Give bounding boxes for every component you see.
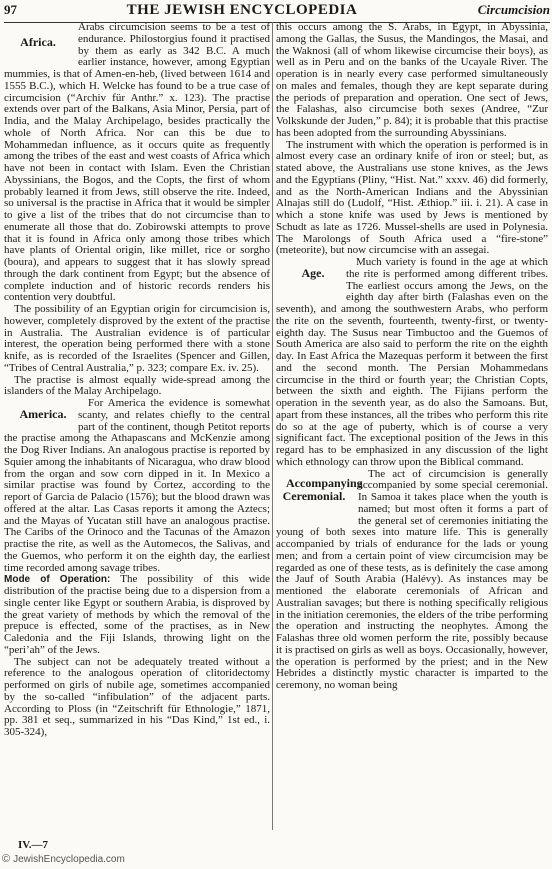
column-divider	[272, 22, 273, 830]
running-title: THE JEWISH ENCYCLOPEDIA	[126, 2, 358, 18]
paragraph: The subject can not be adequately treated without a reference to the analogous operation of clitoridectomy performed on girls of nubile age, sometimes accompanied by the so-called “infibulation” of the adjacent parts. According to Ploss (in “Zeitschrift für Ethnologie,” 1871, pp. 381 et seq., summarized in his “Das Kind,” 1st ed., i. 305-324),	[4, 655, 270, 738]
paragraph: The possibility of an Egyptian origin for circumcision is, however, completely disproved by the extent of the practise in Australia. The Australian evidence is of particular interest, the operation being performed there with a stone knife, as is recorded of the Israelites (Spencer and Gillen, “Tribes of Central Australia,” p. 323; compare Ex. iv. 25).	[4, 303, 270, 374]
page-header	[4, 2, 550, 23]
sidenote-africa: Africa.	[20, 35, 56, 49]
sidenote-accompanying-ceremonial: Accompanying Ceremonial.	[282, 475, 363, 503]
right-column	[276, 22, 548, 842]
paragraph: Age. Much variety is found in the age at which the rite is performed among different tribes. The earliest occurs among the Jews, on the eighth day after birth (Falashas even on the seventh), and among the southwestern Arabs, who perform the rite on the seventh, fourteenth, twenty-first, or twenty-eighth day. The Susus near Timbuctoo and the Guemos of South America are also said to perform the rite on the eighth day. In East Africa the Mazequas perform it between the first and the second month. The Persian Mohammedans circumcise in the third or fourth year; the Christian Copts, between the sixth and eighth. The Fijians perform the operation in the seventh year, as do also the Samoans. But, apart from these instances, all the tribes who perform this rite do so at the age of puberty, which is of course a very significant fact. The exceptional position of the Jews in this regard has to be emphasized in any discussion of the light which ethnology can throw upon the Biblical command.	[276, 256, 548, 468]
subsection-heading: Mode of Operation:	[4, 574, 111, 586]
section-title: Circumcision	[477, 2, 550, 17]
sidenote-age: Age.	[301, 266, 325, 280]
signature-mark: IV.—7	[18, 839, 49, 851]
copyright-icon: ©	[2, 853, 11, 865]
paragraph: Mode of Operation: The possibility of this wide distribution of the practise being due to a dispersion from a single center like Egypt or southern Arabia, is disproved by the great variety of methods by which the removal of the prepuce is effected, some of the practises, as in New Caledonia and the Fiji Islands, throwing light on the “peri’ah” of the Jews.	[4, 573, 270, 656]
site-credit[interactable]	[2, 853, 125, 865]
sidenote-america: America.	[19, 407, 67, 421]
paragraph: The practise is almost equally wide-spread among the islanders of the Malay Archipelago.	[4, 373, 270, 398]
paragraph: America. For America the evidence is somewhat scanty, and relates chiefly to the central part of the continent, though Petitot reports the practise among the Athapascans and McKenzie among the Dog River Indians. An analogous practise is reported by Squier among the inhabitants of Nicaragua, who draw blood from the organ and sow corn dipped in it. In Mexico a similar practise was found by Cortez, according to the report of Garcia de Palacio (1576); but the blood drawn was offered at the altar. Las Casas reports it among the Aztecs; and the Mayas of Yucatan still have an analogous practise. The Caribs of the Orinoco and the Tacunas of the Amazon practise the rite, as well as the Automecos, the Salivas, and the Guemos, who perform it on the eighth day, the earliest time recorded among savage tribes.	[4, 397, 270, 574]
site-link[interactable]: JewishEncyclopedia.com	[13, 853, 125, 865]
paragraph: The instrument with which the operation is performed is in almost every case an ordinary knife of iron or steel; but, as stated above, the Australians use stone knives, as the Jews and the Egyptians (Pliny, “Hist. Nat.” xxxv. 46) did formerly, and as the North-American Indians and the Abyssinian Alnajas still do (Ludolf, “Hist. Æthiop.” iii. i. 21). A case in which a stone knife was used by Jews is mentioned by Schudt as late as 1726. Mussel-shells are used in Polynesia. The Marolongs of South Africa used a “fire-stone” (meteorite), but now circumcise with an assegai.	[276, 138, 548, 257]
paragraph: Africa. Arabs circumcision seems to be a test of endurance. Philostorgius found it practised by them as early as 342 B.C. A much earlier instance, however, among Egyptian mummies, is that of Amen-en-heb, (lived between 1614 and 1555 B.C.), which H. Welcke has found to be a true case of circumcision (“Archiv für Anthr.” x. 123). The practise extends over part of the Balkans, Asia Minor, Persia, part of India, and the Malay Archipelago, besides practically the whole of North Africa. Nor can this be due to Mohammedan influence, as it occurs quite as frequently among the tribes of the east and west coasts of Africa which have not been in contact with Islam. Even the Christian Abyssinians, the Bogos, and the Copts, the first of whom probably learned it from Jews, still observe the rite. Indeed, so universal is the practise in Africa that it would be simpler to give a list of the tribes that do not circumcise than to enumerate all those that do. Zobirowski attempts to prove that it is found in Africa only among those tribes which have plants of Oriental origin, like millet, rice or sorgho (boura), and appears to suggest that it has slowly spread through the dark continent from Egypt; but the absence of complete induction and of historic records renders his contention very doubtful.	[4, 22, 270, 304]
page-number: 97	[4, 2, 17, 17]
left-column	[4, 22, 270, 842]
paragraph: Accompanying Ceremonial. The act of circumcision is generally accompanied by some special ceremonial. In Samoa it takes place when the youth is named; but most often it forms a part of the general set of ceremonies initiating the young of both sexes into mature life. This is generally accompanied by trials of endurance for the lads or young men; and from a certain point of view circumcision may be regarded as one of these tests, as is definitely the case among the Jauf of South Arabia (Halévy). As instances may be mentioned the elaborate ceremonials of African and Australian savages; but there is nothing specifically religious in the initiation ceremonies, the elders of the tribe performing the operation and instructing the neophytes. Among the Falashas three old women perform the rite, possibly because it is practised on girls as well as boys. Occasionally, however, the operation is performed by the priest; and in the New Hebrides a distinctly mystic character is imparted to the ceremony, no woman being	[276, 467, 548, 691]
paragraph: this occurs among the S. Arabs, in Egypt, in Abyssinia, among the Gallas, the Susus, the Mandingos, the Masai, and the Waknosi (all of whom likewise circumcise their boys), as well as in Peru and on the banks of the Ucayale River. The operation is in nearly every case performed simultaneously on males and females, though they are kept separate during the periods of preparation and operation. One sect of Jews, the Falashas, also circumcise both sexes (Andree, “Zur Volkskunde der Juden,” p. 84); it is probable that this practise has been adopted from the surrounding Abyssinians.	[276, 22, 548, 139]
